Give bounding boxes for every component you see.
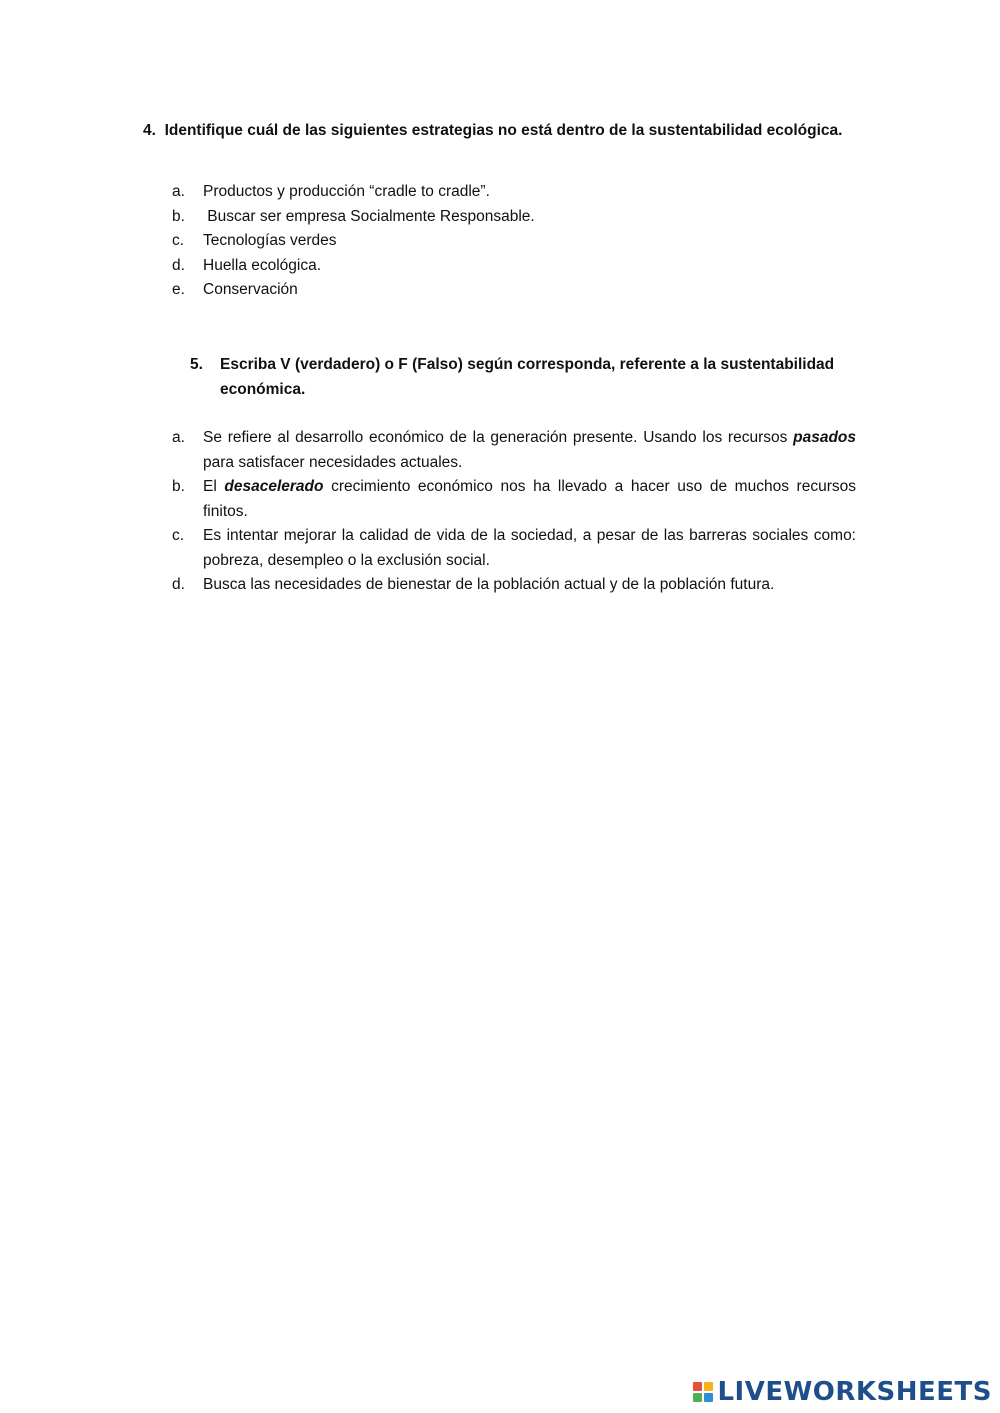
item-text [203,426,856,475]
question-5-text: Escriba V (verdadero) o F (Falso) según corresponda, referente a la sustentabilidad económica. [220,356,835,398]
question-4-text: Identifique cuál de las siguientes estrategias no está dentro de la sustentabilidad ecológica. [164,122,843,139]
item-text [203,475,856,524]
list-item [172,426,856,475]
logo-mark-icon [693,1382,713,1402]
option-text: Productos y producción “cradle to cradle”. [203,183,490,200]
logo-square [693,1393,702,1402]
option-text: Buscar ser empresa Socialmente Responsable. [203,207,535,225]
question-5-prompt [190,352,870,402]
item-text-part: Se refiere al desarrollo económico de la generación presente. Usando los recursos [203,429,794,446]
option-text: Huella ecológica. [203,256,322,274]
list-item [172,278,872,303]
question-4-number: 4. [143,122,156,139]
list-item [172,475,856,524]
item-letter: b. [172,478,185,495]
logo-square [693,1382,702,1391]
option-letter: e. [172,281,185,298]
question-4-options [172,180,872,303]
item-text-part: crecimiento económico nos ha llevado a hacer uso de muchos recursos finitos. [203,478,856,520]
list-item [172,573,856,598]
list-item [172,205,872,230]
option-letter: a. [172,183,185,200]
option-text: Conservación [203,281,298,298]
option-letter: d. [172,256,185,274]
option-text: Tecnologías verdes [203,232,337,249]
item-letter: a. [172,429,185,446]
liveworksheets-logo [693,1377,992,1407]
question-4-prompt [143,118,863,143]
item-text-part: para satisfacer necesidades actuales. [203,453,463,471]
option-letter: b. [172,207,185,225]
question-5-items [172,426,856,598]
item-text-part: El [203,478,225,495]
item-text: Busca las necesidades de bienestar de la población actual y de la población futura. [203,576,775,593]
option-letter: c. [172,232,185,249]
list-item [172,229,872,254]
question-5-number: 5. [190,356,203,373]
logo-square [704,1393,713,1402]
emphasized-word: pasados [793,429,856,446]
logo-square [704,1382,713,1391]
item-letter: c. [172,527,185,544]
emphasized-word: desacelerado [224,478,324,495]
logo-text: LIVEWORKSHEETS [717,1377,992,1407]
list-item [172,180,872,205]
list-item [172,524,856,573]
item-letter: d. [172,576,185,593]
list-item [172,254,872,279]
item-text: Es intentar mejorar la calidad de vida de la sociedad, a pesar de las barreras sociales como: pobreza, desempleo o la exclusión social. [203,527,856,569]
